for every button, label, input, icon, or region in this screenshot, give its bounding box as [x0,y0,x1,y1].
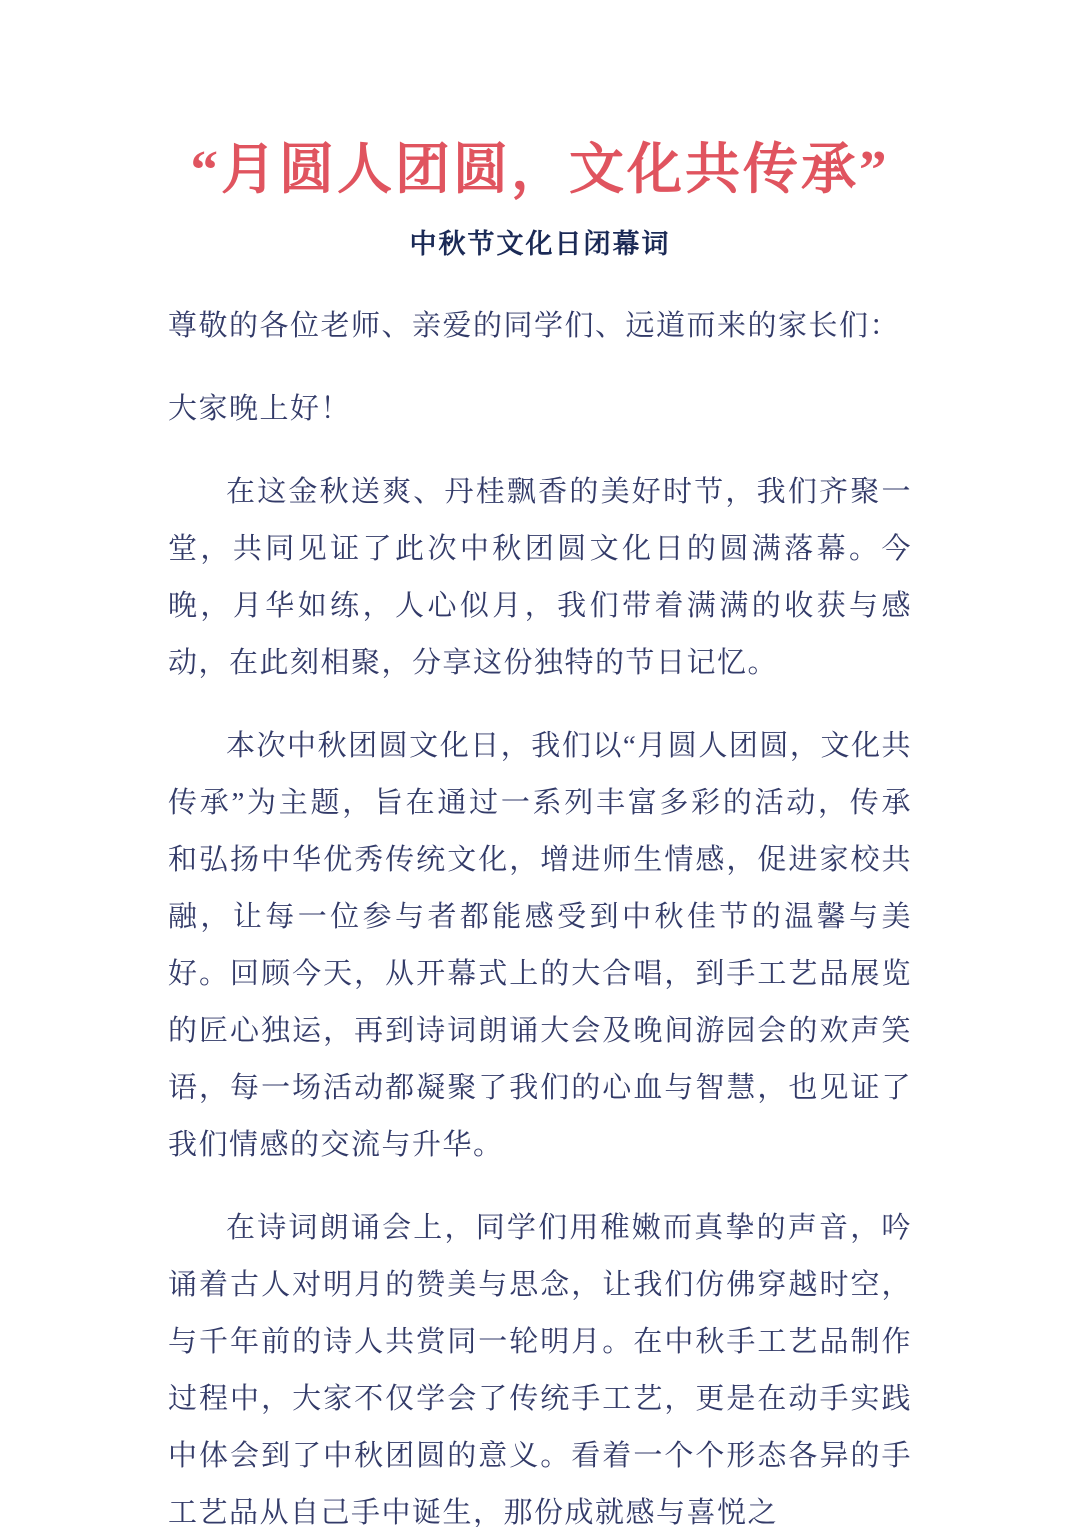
document-title: “月圆人团圆，文化共传承” [190,139,890,200]
salutation-line: 尊敬的各位老师、亲爱的同学们、远道而来的家长们： [168,310,901,342]
paragraph-opening: 在这金秋送爽、丹桂飘香的美好时节，我们齐聚一堂，共同见证了此次中秋团圆文化日的圆满落幕。今晚，月华如练，人心似月，我们带着满满的收获与感动，在此刻相聚，分享这份独特的节日记忆。 [168,476,912,679]
paragraph-theme-recap: 本次中秋团圆文化日，我们以“月圆人团圆，文化共传承”为主题，旨在通过一系列丰富多彩的活动，传承和弘扬中华优秀传统文化，增进师生情感，促进家校共融，让每一位参与者都能感受到中秋佳节的温馨与美好。回顾今天，从开幕式上的大合唱，到手工艺品展览的匠心独运，再到诗词朗诵大会及晚间游园会的欢声笑语，每一场活动都凝聚了我们的心血与智慧，也见证了我们情感的交流与升华。 [168,730,912,1161]
document-subtitle: 中秋节文化日闭幕词 [409,229,671,259]
greeting-line: 大家晚上好！ [168,393,352,425]
paragraph-activities: 在诗词朗诵会上，同学们用稚嫩而真挚的声音，吟诵着古人对明月的赞美与思念，让我们仿佛穿越时空，与千年前的诗人共赏同一轮明月。在中秋手工艺品制作过程中，大家不仅学会了传统手工艺，更是在动手实践中体会到了中秋团圆的意义。看着一个个形态各异的手工艺品从自己手中诞生，那份成就感与喜悦之 [168,1212,912,1527]
